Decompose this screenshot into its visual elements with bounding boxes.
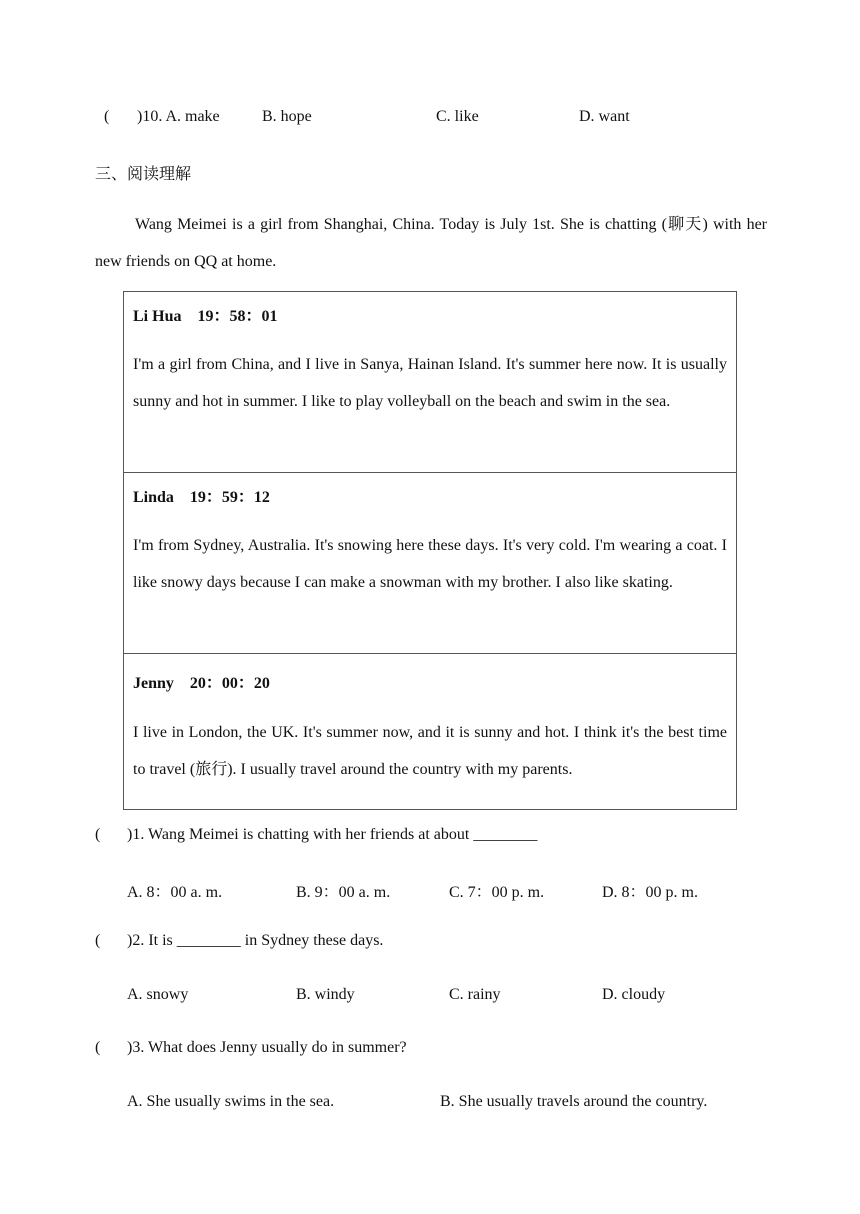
- option-c: C. 7：00 p. m.: [449, 884, 545, 901]
- answer-paren: (: [95, 932, 101, 949]
- question-stem: )2. It is ________ in Sydney these days.: [127, 932, 384, 949]
- option-b: B. hope: [262, 108, 312, 125]
- chat-name: Linda: [133, 489, 174, 506]
- answer-paren: (: [95, 826, 101, 843]
- chat-time: 19：58：01: [197, 308, 278, 325]
- chat-time: 20：00：20: [189, 675, 270, 692]
- chat-header: [133, 292, 727, 342]
- option-d: D. want: [579, 108, 630, 125]
- option-b: B. 9：00 a. m.: [296, 884, 391, 901]
- chat-header: [133, 473, 727, 523]
- answer-paren: (: [95, 1039, 101, 1056]
- option-a: A. 8：00 a. m.: [127, 884, 223, 901]
- chat-message: I'm a girl from China, and I live in Sanya, Hainan Island. It's summer here now. It is usually sunny and hot in summer. I like to play volleyball on the beach and swim in the sea.: [133, 356, 727, 410]
- chat-entry: [124, 654, 736, 809]
- section-title: 三、阅读理解: [95, 166, 192, 183]
- intro-paragraph: [95, 206, 767, 280]
- option-d: D. 8：00 p. m.: [602, 884, 699, 901]
- question-stem: )3. What does Jenny usually do in summer?: [127, 1039, 407, 1056]
- chat-message: I'm from Sydney, Australia. It's snowing here these days. It's very cold. I'm wearing a coat. I like snowy days because I can make a snowman with my brother. I also like skating.: [133, 537, 727, 591]
- chat-message: I live in London, the UK. It's summer now, and it is sunny and hot. I think it's the best time to travel (旅行). I usually travel around the country with my parents.: [133, 724, 727, 778]
- chat-time: 19：59：12: [189, 489, 270, 506]
- chat-name: Jenny: [133, 675, 174, 692]
- question-stem: )1. Wang Meimei is chatting with her friends at about ________: [127, 826, 538, 843]
- chat-header: [133, 654, 727, 714]
- chat-table: [123, 291, 737, 810]
- option-c: C. like: [436, 108, 479, 125]
- option-a: A. snowy: [127, 986, 189, 1003]
- chat-name: Li Hua: [133, 308, 182, 325]
- option-d: D. cloudy: [602, 986, 666, 1003]
- option-b: B. windy: [296, 986, 355, 1003]
- intro-text: Wang Meimei is a girl from Shanghai, China. Today is July 1st. She is chatting (聊天) with her new friends on QQ at home.: [95, 216, 767, 270]
- option-a: A. She usually swims in the sea.: [127, 1093, 335, 1110]
- option-c: C. rainy: [449, 986, 501, 1003]
- chat-entry: [124, 292, 736, 473]
- chat-entry: [124, 473, 736, 654]
- question-stem: )10. A. make: [137, 108, 220, 125]
- answer-paren: (: [104, 108, 110, 125]
- option-b: B. She usually travels around the country.: [440, 1093, 708, 1110]
